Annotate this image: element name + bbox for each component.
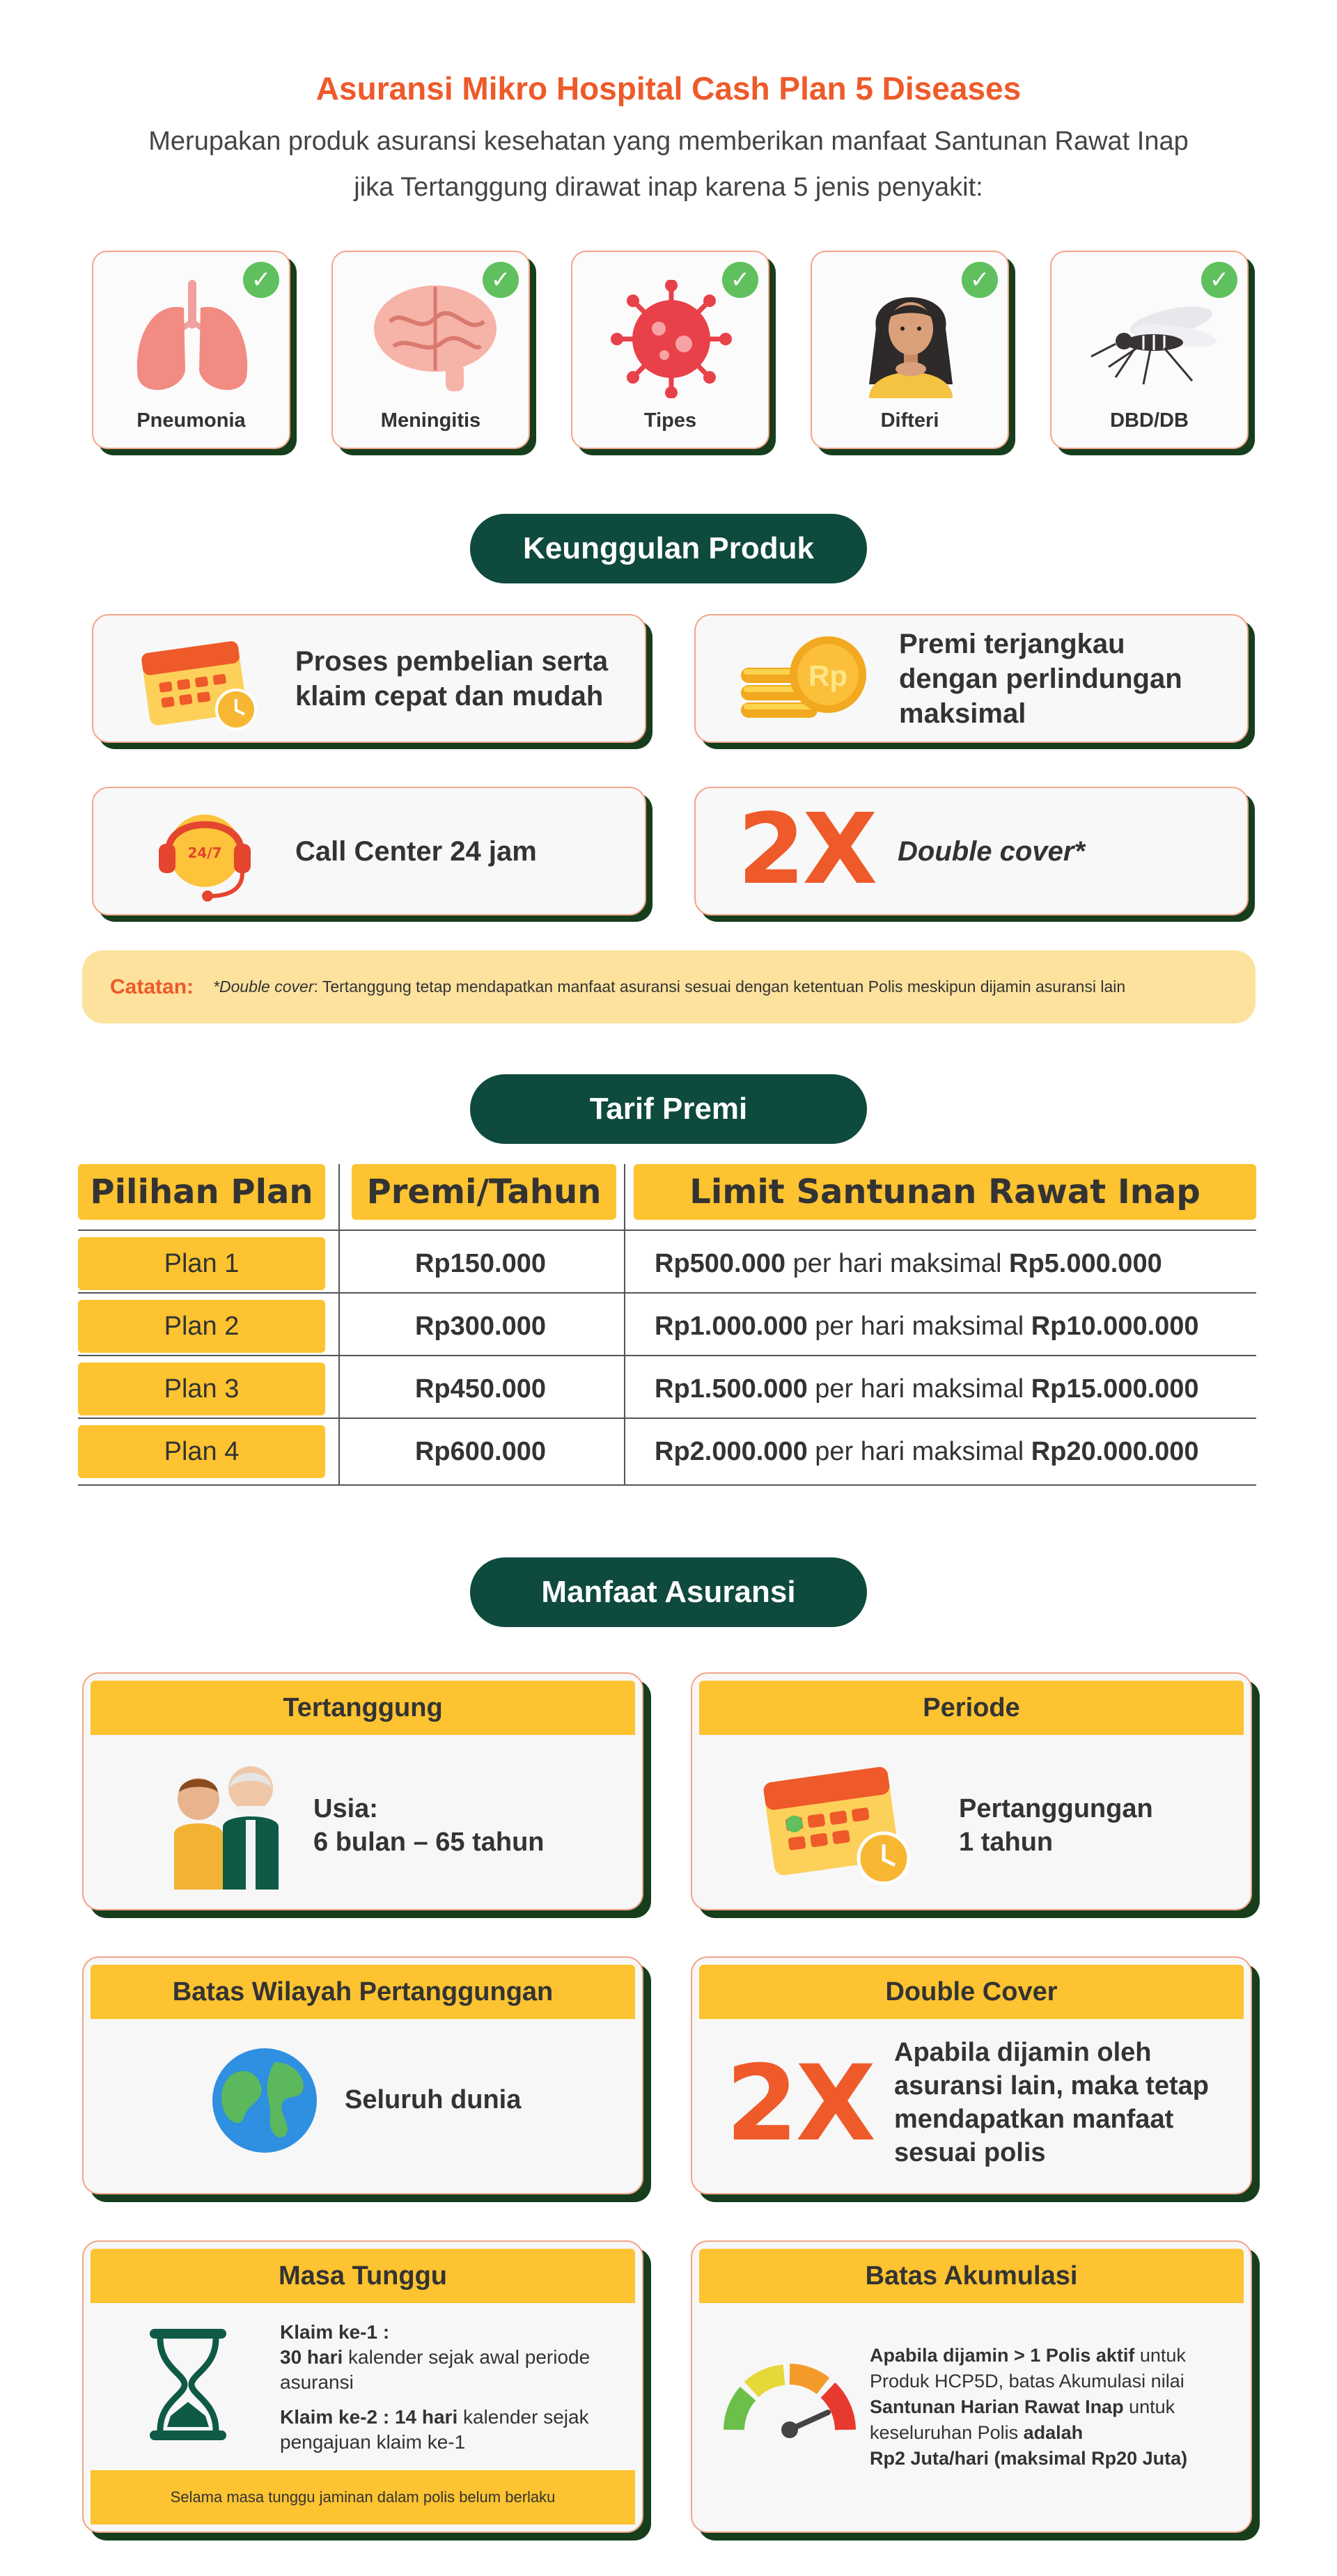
column-header-plan: Pilihan Plan xyxy=(78,1164,325,1220)
disease-card-meningitis xyxy=(331,251,530,449)
family-icon xyxy=(157,1757,296,1890)
lungs-icon xyxy=(130,280,255,398)
benefit-title: Masa Tunggu xyxy=(91,2249,635,2303)
table-divider xyxy=(624,1164,625,1486)
klaim-1-text: kalender sejak awal periode xyxy=(343,2346,591,2368)
akumulasi-line: Rp2 Juta/hari (maksimal Rp20 Juta) xyxy=(870,2448,1188,2469)
klaim-2-days: Klaim ke-2 : 14 hari xyxy=(280,2406,458,2428)
feature-text: Call Center 24 jam xyxy=(295,835,537,867)
limit-cell xyxy=(655,1425,1253,1478)
benefit-card-wilayah xyxy=(82,1956,643,2194)
table-rule xyxy=(78,1355,1256,1356)
benefit-card-akumulasi xyxy=(691,2240,1252,2533)
sick-woman-icon xyxy=(848,280,974,398)
hourglass-icon xyxy=(143,2325,233,2444)
limit-cell xyxy=(655,1300,1253,1353)
klaim-2-text: kalender sejak xyxy=(458,2406,589,2428)
disease-card-pneumonia xyxy=(92,251,290,449)
subtitle-line-2: jika Tertanggung dirawat inap karena 5 jenis penyakit: xyxy=(354,173,983,202)
akumulasi-line: Produk HCP5D, batas Akumulasi nilai xyxy=(870,2371,1184,2392)
virus-icon xyxy=(609,280,734,398)
benefit-text xyxy=(959,1792,1153,1859)
benefit-line: Apabila dijamin oleh xyxy=(894,2038,1152,2067)
premi-cell: Rp150.000 xyxy=(414,1249,546,1278)
check-icon: ✓ xyxy=(1201,262,1237,298)
disease-card-dbd xyxy=(1050,251,1249,449)
feature-line: klaim cepat dan mudah xyxy=(295,680,604,712)
klaim-1-text-2: asuransi xyxy=(280,2371,354,2393)
benefit-line: mendapatkan manfaat xyxy=(894,2105,1174,2134)
headset-24-7-icon xyxy=(149,802,267,906)
table-rule xyxy=(78,1292,1256,1294)
disease-label: DBD/DB xyxy=(1110,409,1189,432)
feature-line: Premi terjangkau xyxy=(899,628,1125,659)
benefit-line: sesuai polis xyxy=(894,2138,1046,2167)
benefit-card-tertanggung xyxy=(82,1672,643,1910)
benefit-title: Batas Wilayah Pertanggungan xyxy=(91,1965,635,2019)
table-rule xyxy=(78,1230,1256,1231)
subtitle-line-1: Merupakan produk asuransi kesehatan yang memberikan manfaat Santunan Rawat Inap xyxy=(148,127,1189,156)
benefit-card-masa-tunggu xyxy=(82,2240,643,2533)
limit-daily: Rp1.000.000 xyxy=(655,1312,808,1341)
limit-daily: Rp1.500.000 xyxy=(655,1374,808,1404)
limit-max: Rp20.000.000 xyxy=(1031,1437,1199,1466)
feature-line: maksimal xyxy=(899,698,1026,729)
limit-max: Rp15.000.000 xyxy=(1031,1374,1199,1404)
mosquito-icon xyxy=(1088,280,1220,398)
double-cover-2x: 2X xyxy=(726,2043,874,2165)
masa-tunggu-detail xyxy=(280,2320,628,2455)
note-text xyxy=(213,977,1125,996)
limit-max: Rp10.000.000 xyxy=(1031,1312,1199,1341)
premi-cell: Rp600.000 xyxy=(414,1437,546,1466)
benefit-line: Pertanggungan xyxy=(959,1794,1153,1823)
limit-connector: per hari maksimal xyxy=(807,1312,1031,1341)
brain-icon xyxy=(369,280,501,398)
limit-cell xyxy=(655,1237,1253,1290)
benefit-line: 6 bulan – 65 tahun xyxy=(313,1828,545,1857)
calendar-icon xyxy=(758,1754,918,1893)
check-icon: ✓ xyxy=(722,262,758,298)
disease-label: Tipes xyxy=(643,409,697,432)
benefit-text xyxy=(894,2036,1209,2169)
klaim-2-text-2: pengajuan klaim ke-1 xyxy=(280,2431,466,2453)
plan-cell: Plan 1 xyxy=(78,1237,325,1290)
column-header-limit: Limit Santunan Rawat Inap xyxy=(634,1164,1256,1220)
column-header-premi: Premi/Tahun xyxy=(352,1164,616,1220)
table-rule xyxy=(78,1417,1256,1419)
plan-cell: Plan 3 xyxy=(78,1362,325,1415)
benefit-text xyxy=(313,1792,545,1859)
feature-card-doublecover xyxy=(694,787,1249,916)
klaim-1-label: Klaim ke-1 : xyxy=(280,2321,390,2343)
check-icon: ✓ xyxy=(962,262,998,298)
masa-tunggu-footer: Selama masa tunggu jaminan dalam polis belum berlaku xyxy=(91,2470,635,2524)
benefit-title: Periode xyxy=(699,1681,1244,1735)
feature-line: Proses pembelian serta xyxy=(295,645,609,677)
akumulasi-line: adalah xyxy=(1023,2422,1084,2443)
benefit-line: 1 tahun xyxy=(959,1828,1054,1857)
limit-connector: per hari maksimal xyxy=(785,1249,1009,1278)
akumulasi-line: untuk xyxy=(1134,2345,1186,2366)
benefit-card-double xyxy=(691,1956,1252,2194)
page-subtitle xyxy=(0,118,1337,210)
benefit-line: Usia: xyxy=(313,1794,378,1823)
disease-card-tipes xyxy=(571,251,769,449)
benefit-line: asuransi lain, maka tetap xyxy=(894,2071,1209,2100)
benefit-title: Double Cover xyxy=(699,1965,1244,2019)
coin-label: Rp xyxy=(808,659,847,692)
disease-label: Meningitis xyxy=(380,409,481,432)
globe-icon xyxy=(209,2045,320,2156)
benefit-text: Seluruh dunia xyxy=(345,2085,522,2114)
benefit-card-periode xyxy=(691,1672,1252,1910)
double-cover-2x: 2X xyxy=(737,793,875,906)
note-body: : Tertanggung tetap mendapatkan manfaat asuransi sesuai dengan ketentuan Polis meskipun dijamin asuransi lain xyxy=(313,977,1126,996)
akumulasi-line: untuk xyxy=(1123,2396,1175,2417)
limit-connector: per hari maksimal xyxy=(807,1437,1031,1466)
limit-daily: Rp500.000 xyxy=(655,1249,786,1278)
check-icon: ✓ xyxy=(243,262,279,298)
akumulasi-line: Santunan Harian Rawat Inap xyxy=(870,2396,1124,2417)
note-label: Catatan: xyxy=(110,975,194,998)
coins-rp-icon xyxy=(734,633,873,730)
limit-cell xyxy=(655,1362,1253,1415)
plan-cell: Plan 4 xyxy=(78,1425,325,1478)
feature-line: dengan perlindungan xyxy=(899,663,1182,694)
note-box xyxy=(82,950,1256,1023)
akumulasi-detail xyxy=(870,2343,1239,2472)
section-heading-manfaat: Manfaat Asuransi xyxy=(470,1557,867,1627)
benefit-title: Tertanggung xyxy=(91,1681,635,1735)
feature-text: Double cover* xyxy=(898,835,1085,867)
limit-max: Rp5.000.000 xyxy=(1009,1249,1162,1278)
note-italic: *Double cover xyxy=(213,977,314,996)
section-heading-keunggulan: Keunggulan Produk xyxy=(470,514,867,583)
badge-24-7: 24/7 xyxy=(187,845,222,861)
feature-text xyxy=(295,615,608,741)
feature-text xyxy=(899,615,1182,741)
plan-cell: Plan 2 xyxy=(78,1300,325,1353)
table-rule xyxy=(78,1484,1256,1486)
feature-card-callcenter xyxy=(92,787,646,916)
limit-daily: Rp2.000.000 xyxy=(655,1437,808,1466)
premi-cell: Rp300.000 xyxy=(414,1312,546,1341)
disease-label: Pneumonia xyxy=(136,409,246,432)
page-title: Asuransi Mikro Hospital Cash Plan 5 Diseases xyxy=(315,70,1022,107)
check-icon: ✓ xyxy=(483,262,519,298)
calendar-icon xyxy=(139,629,264,734)
akumulasi-line: Apabila dijamin > 1 Polis aktif xyxy=(870,2345,1135,2366)
premi-cell: Rp450.000 xyxy=(414,1374,546,1404)
feature-card-proses xyxy=(92,614,646,743)
limit-connector: per hari maksimal xyxy=(807,1374,1031,1404)
disease-label: Difteri xyxy=(880,409,939,432)
feature-card-premi xyxy=(694,614,1249,743)
akumulasi-line: keseluruhan Polis xyxy=(870,2422,1024,2443)
gauge-icon xyxy=(720,2360,859,2444)
table-divider xyxy=(338,1164,340,1486)
benefit-title: Batas Akumulasi xyxy=(699,2249,1244,2303)
klaim-1-days: 30 hari xyxy=(280,2346,343,2368)
section-heading-tarif: Tarif Premi xyxy=(470,1074,867,1144)
disease-card-difteri xyxy=(811,251,1009,449)
